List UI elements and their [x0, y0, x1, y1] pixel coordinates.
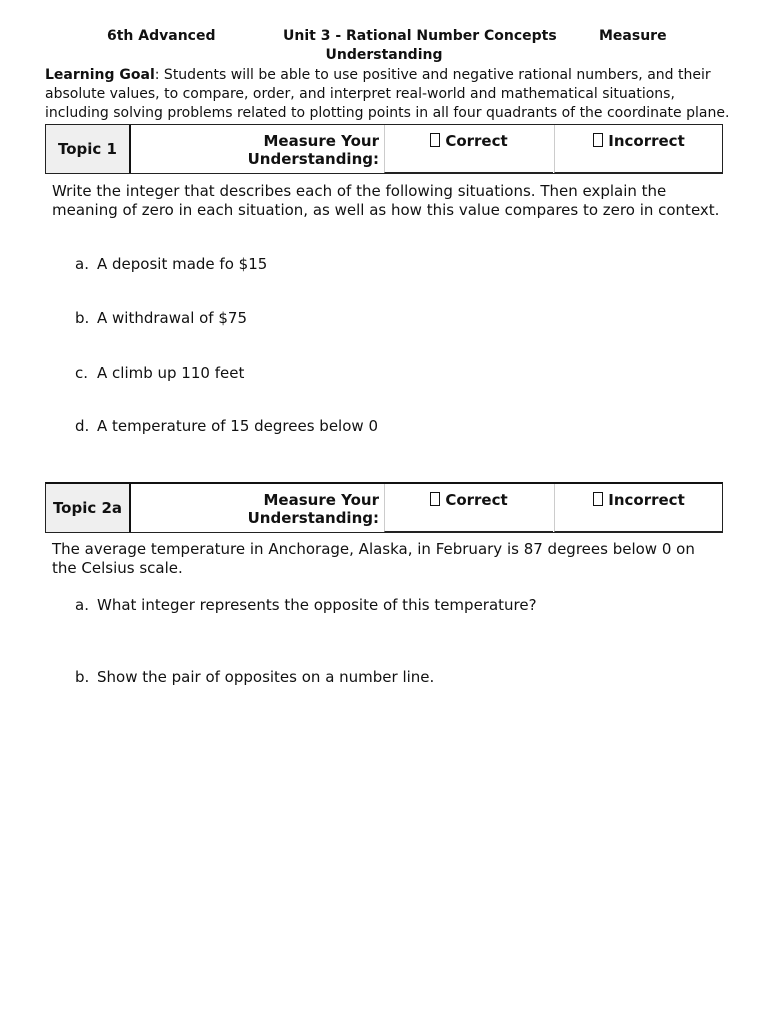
learning-goal-text: : Students will be able to use positive and negative rational numbers, and their absolute values, to compare, order, and interpret real-world and mathematical situations, including solving problems related to plotting points in all four quadrants of the coordinate plane.: [45, 67, 730, 121]
topic-2a-label: Topic 2a: [46, 484, 131, 532]
item-label: a.: [75, 596, 89, 614]
course-title: 6th Advanced: [107, 28, 216, 44]
list-item: [75, 309, 247, 327]
list-item: [75, 364, 244, 382]
topic-1-incorrect-option[interactable]: [554, 125, 723, 173]
topic-1-label: Topic 1: [46, 125, 131, 173]
list-item: [75, 255, 267, 273]
item-label: d.: [75, 417, 90, 435]
item-label: a.: [75, 255, 89, 273]
item-label: c.: [75, 364, 89, 382]
topic-2a-measure: [131, 484, 384, 532]
checkbox-icon[interactable]: [430, 492, 440, 506]
item-text: A temperature of 15 degrees below 0: [97, 417, 378, 435]
item-text: Show the pair of opposites on a number line.: [97, 668, 435, 686]
topic-2a-correct-option[interactable]: [384, 484, 553, 532]
topic-1-measure: [131, 125, 384, 173]
list-item: [75, 668, 434, 686]
incorrect-label: Incorrect: [608, 491, 685, 509]
measure-label-line2: Understanding:: [247, 150, 379, 168]
item-text: What integer represents the opposite of this temperature?: [97, 596, 537, 614]
checkbox-icon[interactable]: [430, 133, 440, 147]
checkbox-icon[interactable]: [593, 492, 603, 506]
topic-2a-prompt: The average temperature in Anchorage, Alaska, in February is 87 degrees below 0 on the Celsius scale.: [52, 540, 695, 577]
checkbox-icon[interactable]: [593, 133, 603, 147]
unit-title: Unit 3 - Rational Number Concepts: [283, 28, 557, 44]
item-text: A climb up 110 feet: [97, 364, 245, 382]
topic-2a-incorrect-option[interactable]: [554, 484, 723, 532]
measure-title-wrap: Understanding: [325, 47, 443, 63]
item-text: A withdrawal of $75: [97, 309, 247, 327]
list-item: [75, 417, 378, 435]
measure-label-line2: Understanding:: [247, 509, 379, 527]
incorrect-label: Incorrect: [608, 132, 685, 150]
item-label: b.: [75, 309, 90, 327]
correct-label: Correct: [445, 132, 508, 150]
correct-label: Correct: [445, 491, 508, 509]
item-label: b.: [75, 668, 90, 686]
topic-1-table: [45, 124, 723, 174]
topic-1-prompt: Write the integer that describes each of the following situations. Then explain the meaning of zero in each situation, as well as how this value compares to zero in context.: [52, 182, 720, 219]
topic-2a-table: [45, 482, 723, 533]
learning-goal-label: Learning Goal: [45, 67, 155, 83]
learning-goal: [45, 66, 730, 123]
item-text: A deposit made fo $15: [97, 255, 268, 273]
list-item: [75, 596, 537, 614]
measure-label-line1: Measure Your: [263, 491, 379, 509]
measure-label-line1: Measure Your: [263, 132, 379, 150]
measure-title: Measure: [599, 28, 667, 44]
topic-1-correct-option[interactable]: [384, 125, 553, 173]
